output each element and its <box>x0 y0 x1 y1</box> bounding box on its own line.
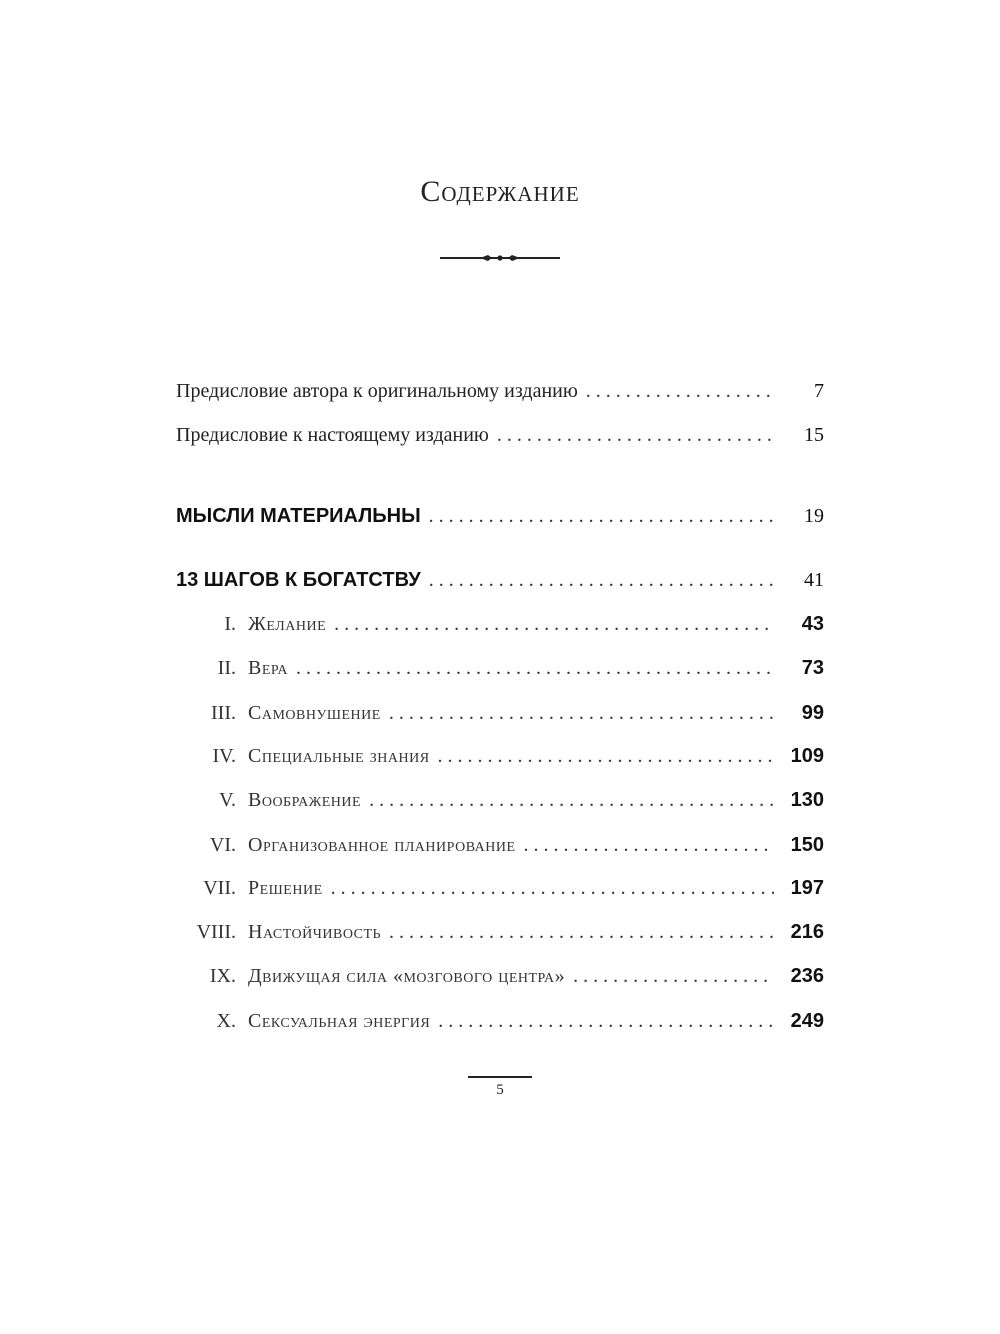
chapter-label: Организованное планирование <box>248 834 516 856</box>
toc-chapter-entry[interactable] <box>176 613 824 643</box>
toc-entry-label: Предисловие к настоящему изданию <box>176 424 489 446</box>
toc-entry[interactable] <box>176 424 824 454</box>
chapter-number: II. <box>217 657 236 679</box>
toc-chapter-entry[interactable] <box>176 657 824 687</box>
dot-leader <box>429 569 774 592</box>
chapter-number: IV. <box>212 745 236 767</box>
chapter-label: Желание <box>248 613 327 635</box>
toc-entry-page: 197 <box>790 877 824 899</box>
chapter-number: III. <box>211 702 236 724</box>
chapter-number: V. <box>219 789 236 811</box>
chapter-number: IX. <box>209 965 236 987</box>
dot-leader <box>524 834 774 857</box>
dot-leader <box>296 657 774 680</box>
toc-chapter-entry[interactable] <box>176 702 824 732</box>
dot-leader <box>369 789 774 812</box>
chapter-label: Специальные знания <box>248 745 430 767</box>
chapter-label: Решение <box>248 877 323 899</box>
chapter-label: Вера <box>248 657 288 679</box>
toc-chapter-entry[interactable] <box>176 834 824 864</box>
toc-entry-page: 7 <box>814 380 824 402</box>
chapter-label: Движущая сила «мозгового центра» <box>248 965 566 987</box>
toc-entry-page: 236 <box>790 965 824 987</box>
toc-part-label: 13 ШАГОВ К БОГАТСТВУ <box>176 569 421 591</box>
page-number: 5 <box>496 1082 504 1098</box>
chapter-label: Сексуальная энергия <box>248 1010 431 1032</box>
dot-leader <box>389 702 774 725</box>
dot-leader <box>331 877 774 900</box>
folio-rule <box>468 1076 532 1078</box>
dot-leader <box>438 745 774 768</box>
toc-chapter-entry[interactable] <box>176 1010 824 1040</box>
toc-entry-page: 73 <box>801 657 824 679</box>
dot-leader <box>334 613 774 636</box>
toc-entry-page: 216 <box>790 921 824 943</box>
toc-entry-page: 99 <box>801 702 824 724</box>
toc-entry[interactable] <box>176 380 824 410</box>
chapter-number: VIII. <box>196 921 236 943</box>
dot-leader <box>573 965 774 988</box>
dot-leader <box>429 505 774 528</box>
toc-entry-label: Предисловие автора к оригинальному изданию <box>176 380 578 402</box>
toc-part-entry[interactable] <box>176 569 824 599</box>
toc-chapter-entry[interactable] <box>176 877 824 907</box>
toc-chapter-entry[interactable] <box>176 745 824 775</box>
chapter-number: VI. <box>209 834 236 856</box>
toc-chapter-entry[interactable] <box>176 921 824 951</box>
chapter-label: Воображение <box>248 789 362 811</box>
toc-part-entry[interactable] <box>176 505 824 535</box>
toc-entry-page: 15 <box>804 424 824 446</box>
toc-chapter-entry[interactable] <box>176 965 824 995</box>
chapter-number: I. <box>224 613 236 635</box>
toc-entry-page: 150 <box>790 834 824 856</box>
chapter-label: Самовнушение <box>248 702 381 724</box>
toc-entry-page: 41 <box>804 569 824 591</box>
dot-leader <box>438 1010 774 1033</box>
dot-leader <box>497 424 774 447</box>
toc-chapter-entry[interactable] <box>176 789 824 819</box>
toc-entry-page: 249 <box>790 1010 824 1032</box>
page-title: Содержание <box>420 175 580 208</box>
chapter-label: Настойчивость <box>248 921 382 943</box>
toc-entry-page: 43 <box>801 613 824 635</box>
chapter-number: X. <box>216 1010 236 1032</box>
dot-leader <box>389 921 774 944</box>
dot-leader <box>586 380 774 403</box>
toc-entry-page: 109 <box>790 745 824 767</box>
chapter-number: VII. <box>203 877 236 899</box>
toc-entry-page: 130 <box>790 789 824 811</box>
toc-entry-page: 19 <box>804 505 824 527</box>
ornament-divider-icon <box>440 250 560 266</box>
toc-part-label: МЫСЛИ МАТЕРИАЛЬНЫ <box>176 505 421 527</box>
